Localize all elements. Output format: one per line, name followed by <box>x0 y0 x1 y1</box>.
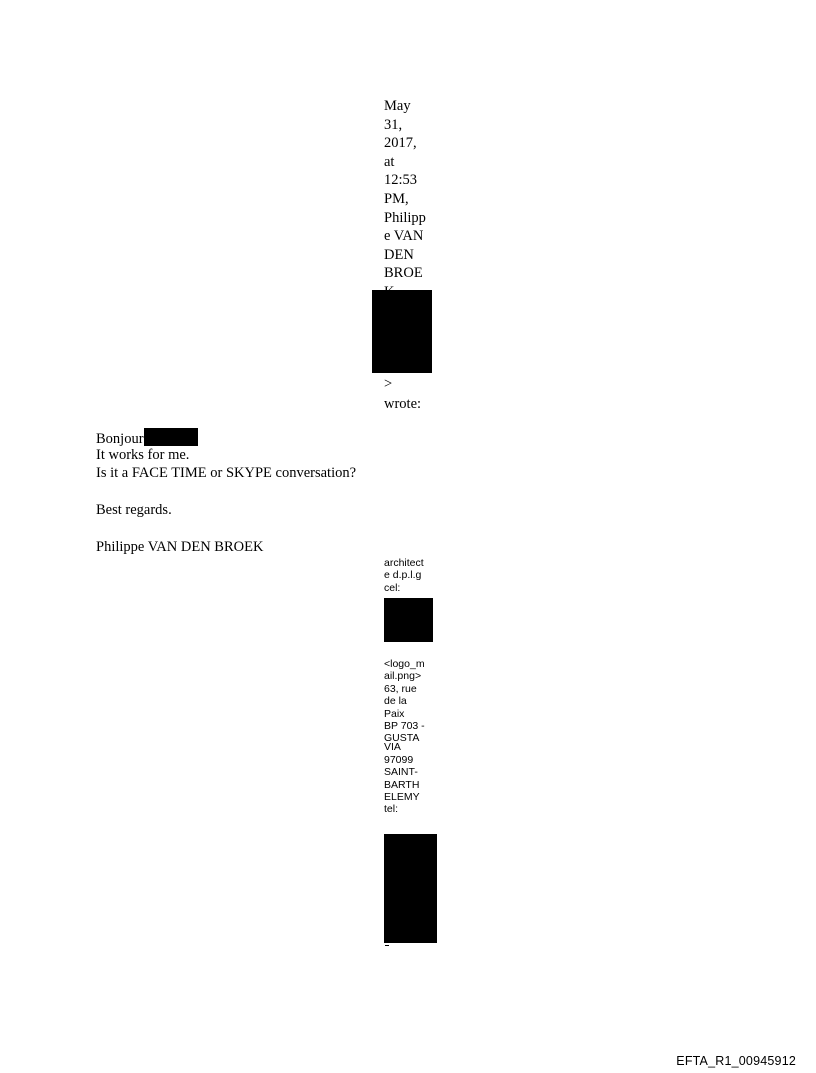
signature-line: architect <box>384 557 424 569</box>
signature-line: BP 703 - <box>384 719 425 732</box>
closing-line: Best regards. <box>96 502 172 518</box>
header-line: at <box>384 153 395 170</box>
header-line: e VAN <box>384 228 424 245</box>
signature-title <box>384 557 444 594</box>
text-fragment-mark <box>385 945 389 946</box>
header-line: 2017, <box>384 135 417 152</box>
signature-line: ail.png> <box>384 670 422 683</box>
signature-line: GUSTA <box>384 732 420 745</box>
signature-line: ELEMY <box>384 790 420 803</box>
signature-line: e d.p.l.g <box>384 569 422 582</box>
signature-address <box>384 658 444 816</box>
greeting-text: Bonjour <box>96 431 144 447</box>
message-line-1: It works for me. <box>96 447 190 463</box>
signature-line: <logo_m <box>384 658 425 670</box>
redaction-box-name <box>144 428 198 446</box>
header-line: BROE <box>384 265 423 282</box>
header-line: 12:53 <box>384 172 418 189</box>
header-line: DEN <box>384 246 414 263</box>
signature-line: cel: <box>384 581 401 594</box>
redaction-box-tel <box>384 834 437 943</box>
signature-line: tel: <box>384 803 399 816</box>
signature-line: 63, rue <box>384 682 417 695</box>
header-line: Philipp <box>384 209 426 226</box>
signature-line: Paix <box>384 707 405 720</box>
signature-line: BARTH <box>384 778 420 791</box>
message-line-2: Is it a FACE TIME or SKYPE conversation? <box>96 465 357 481</box>
redaction-box-email <box>372 290 432 373</box>
signature-line: SAINT- <box>384 766 418 779</box>
signature-line: VIA <box>384 741 401 754</box>
signature-line: 97099 <box>384 753 414 766</box>
header-line: 31, <box>384 116 403 133</box>
redaction-box-cel <box>384 598 433 642</box>
header-line: PM, <box>384 190 409 207</box>
email-header-column <box>384 97 444 291</box>
wrote-label: wrote: <box>384 396 422 412</box>
document-id: EFTA_R1_00945912 <box>676 1054 796 1068</box>
angle-bracket: > <box>384 376 393 392</box>
signature-line: de la <box>384 695 407 708</box>
sender-name: Philippe VAN DEN BROEK <box>96 539 264 555</box>
header-line: May <box>384 98 411 114</box>
greeting-line <box>96 428 198 448</box>
wrote-block <box>384 374 421 414</box>
